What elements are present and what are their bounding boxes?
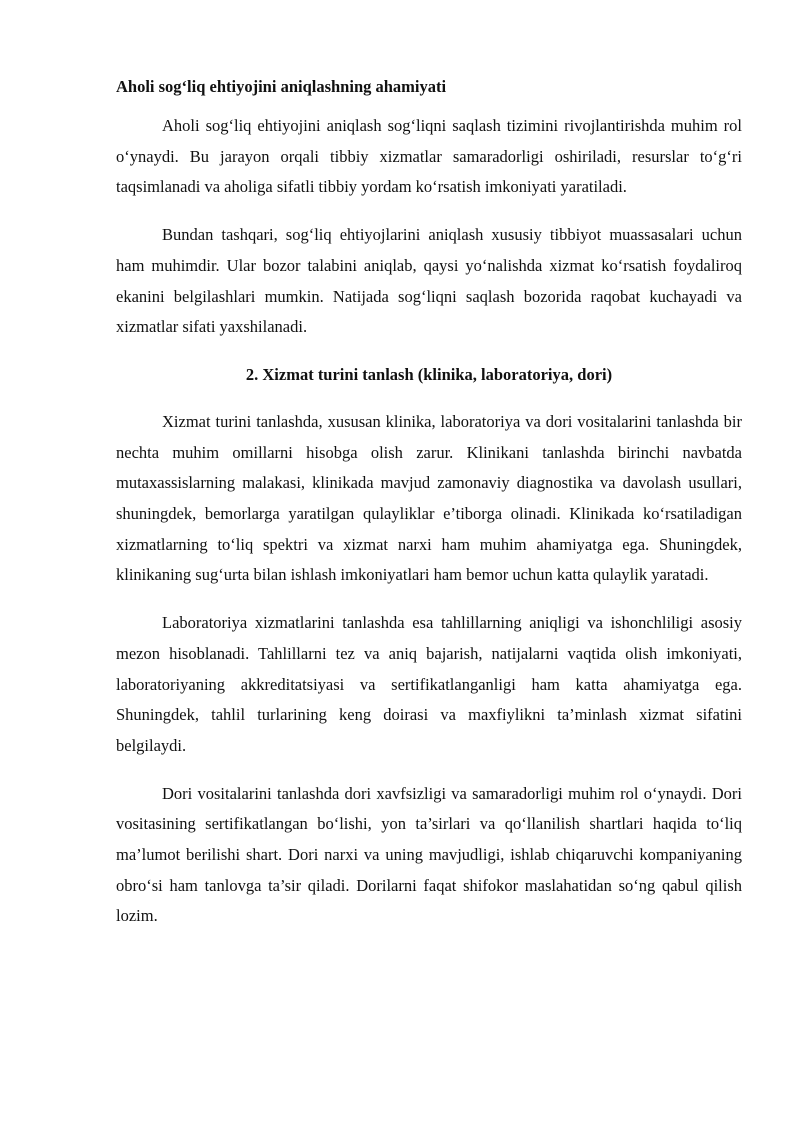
section-heading-importance: Aholi sog‘liq ehtiyojini aniqlashning ahamiyati	[116, 77, 447, 96]
paragraph-laboratory-choice: Laboratoriya xizmatlarini tanlashda esa tahlillarning aniqligi va ishonchliligi asosiy mezon hisoblanadi. Tahlillarni tez va aniq bajarish, natijalarni vaqtida olish imkoniyati, laboratoriyaning akkreditatsiyasi va sertifikatlanganligi ham katta ahamiyatga ega. Shuningdek, tahlil turlarining keng doirasi va maxfiylikni ta’minlash xizmat sifatini belgilaydi.	[116, 613, 742, 755]
paragraph-clinic-choice: Xizmat turini tanlashda, xususan klinika, laboratoriya va dori vositalarini tanlashda bir nechta muhim omillarni hisobga olish zarur. Klinikani tanlashda birinchi navbatda mutaxassislarning malakasi, klinikada mavjud zamonaviy diagnostika va davolash usullari, shuningdek, bemorlarga yaratilgan qulayliklar e’tiborga olinadi. Klinikada ko‘rsatiladigan xizmatlarning to‘liq spektri va xizmat narxi ham muhim ahamiyatga ega. Shuningdek, klinikaning sug‘urta bilan ishlash imkoniyatlari ham bemor uchun katta qulaylik yaratadi.	[116, 411, 742, 585]
document-page	[116, 72, 742, 949]
paragraph-importance-intro: Aholi sog‘liq ehtiyojini aniqlash sog‘liqni saqlash tizimini rivojlantirishda muhim rol o‘ynaydi. Bu jarayon orqali tibbiy xizmatlar samaradorligi oshiriladi, resurslar to‘g‘ri taqsimlanadi va aholiga sifatli tibbiy yordam ko‘rsatish imkoniyati yaratiladi.	[116, 116, 742, 197]
paragraph-private-sector: Bundan tashqari, sog‘liq ehtiyojlarini aniqlash xususiy tibbiyot muassasalari uchun ham muhimdir. Ular bozor talabini aniqlab, qaysi yo‘nalishda xizmat ko‘rsatish foydaliroq ekanini belgilashlari mumkin. Natijada sog‘liqni saqlash bozorida raqobat kuchayadi va xizmatlar sifati yaxshilanadi.	[116, 225, 742, 337]
paragraph-medicine-choice: Dori vositalarini tanlashda dori xavfsizligi va samaradorligi muhim rol o‘ynaydi. Dori vositasining sertifikatlangan bo‘lishi, yon ta’sirlari va qo‘llanilish shartlari haqida to‘liq ma’lumot berilishi shart. Dori narxi va uning mavjudligi, ishlab chiqaruvchi kompaniyaning obro‘si ham tanlovga ta’sir qiladi. Dorilarni faqat shifokor maslahatidan so‘ng qabul qilish lozim.	[116, 783, 742, 926]
section-heading-service-choice: 2. Xizmat turini tanlash (klinika, laboratoriya, dori)	[245, 364, 613, 384]
